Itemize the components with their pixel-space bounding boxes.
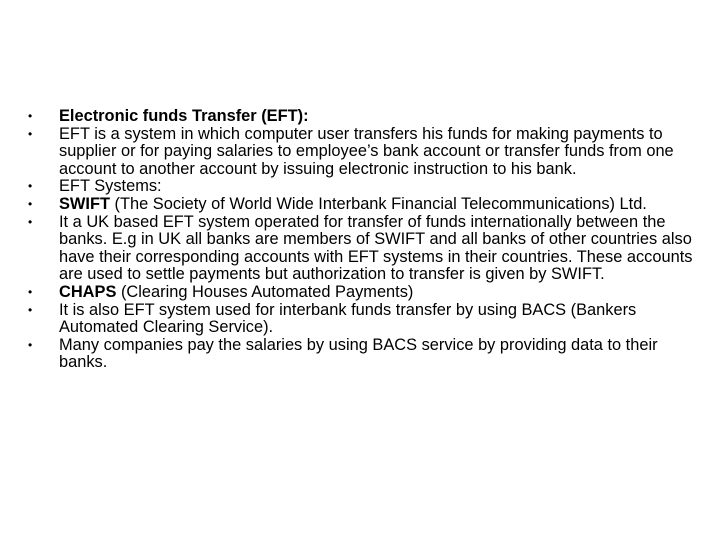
bullet-item-eft-definition <box>26 126 696 179</box>
bullet-text <box>59 284 696 302</box>
bullet-body-text: (The Society of World Wide Interbank Financial Telecommunications) Ltd. <box>109 194 647 213</box>
bullet-text <box>59 337 696 372</box>
bullet-item-swift <box>26 196 696 214</box>
bullet-icon: • <box>28 179 33 194</box>
bullet-list <box>26 108 696 372</box>
bullet-text <box>59 196 696 214</box>
bullet-icon: • <box>28 196 33 211</box>
bullet-body-text: Many companies pay the salaries by using BACS service by providing data to their banks. <box>59 335 658 372</box>
bullet-bold-text: CHAPS <box>59 282 117 301</box>
bullet-icon: • <box>28 284 33 299</box>
bullet-icon: • <box>28 109 33 123</box>
bullet-text <box>59 302 696 337</box>
bullet-icon: • <box>28 337 33 352</box>
bullet-bold-text: Electronic funds Transfer (EFT): <box>59 107 309 125</box>
bullet-text <box>59 108 696 126</box>
bullet-icon: • <box>28 126 33 141</box>
bullet-body-text: EFT is a system in which computer user transfers his funds for making payments to supplier or for paying salaries to employee’s bank account or transfer funds from one account to another account by issuing electronic instruction to his bank. <box>59 124 674 178</box>
bullet-body-text: It is also EFT system used for interbank funds transfer by using BACS (Bankers Automated Clearing Service). <box>59 300 637 337</box>
bullet-item-eft-heading <box>26 108 696 126</box>
bullet-body-text: EFT Systems: <box>59 177 162 196</box>
bullet-icon: • <box>28 214 33 229</box>
bullet-item-chaps-description <box>26 302 696 337</box>
bullet-item-bacs-salaries <box>26 337 696 372</box>
bullet-body-text: (Clearing Houses Automated Payments) <box>116 282 414 301</box>
bullet-bold-text: SWIFT <box>59 194 110 213</box>
bullet-text <box>59 214 696 284</box>
bullet-icon: • <box>28 302 33 317</box>
bullet-item-chaps <box>26 284 696 302</box>
bullet-item-eft-systems <box>26 178 696 196</box>
bullet-body-text: It a UK based EFT system operated for transfer of funds internationally between the banks. E.g in UK all banks are members of SWIFT and all banks of other countries also have their corresponding accounts with EFT systems in their countries. These accounts are used to settle payments but authorization to transfer is given by SWIFT. <box>59 212 693 284</box>
bullet-text <box>59 126 696 179</box>
bullet-item-swift-description <box>26 214 696 284</box>
bullet-text <box>59 178 696 196</box>
